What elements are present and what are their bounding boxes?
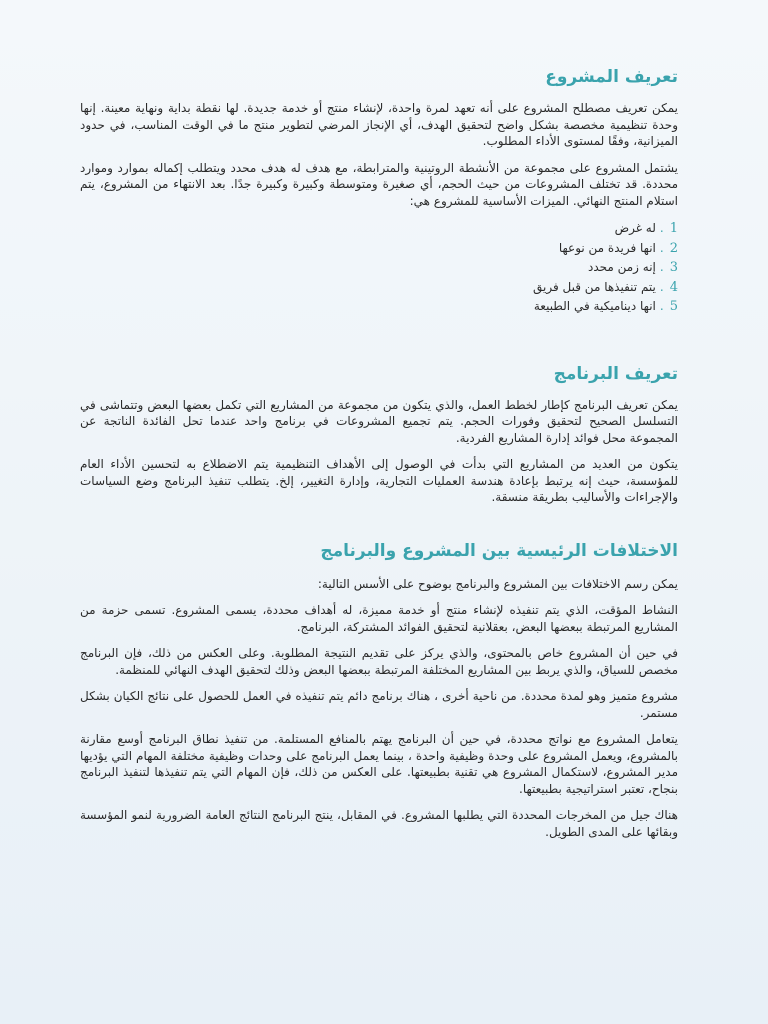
list-item-text: إنه زمن محدد — [587, 260, 656, 274]
section-program-definition — [80, 363, 678, 506]
list-number: 1 — [669, 221, 678, 236]
paragraph: يشتمل المشروع على مجموعة من الأنشطة الروتينية والمترابطة، مع هدف له هدف محدد ويتطلب إكماله بموارد وموارد محددة. قد تختلف المشروعات من حيث الحجم، أي صغيرة ومتوسطة وكبيرة وكبيرة جدًا. بعد الانتهاء من المشروع، يتم استلام المنتج النهائي. الميزات الأساسية للمشروع هي: — [80, 160, 678, 208]
paragraph: يتعامل المشروع مع نواتج محددة، في حين أن البرنامج يهتم بالمنافع المستلمة. من تنفيذ نطاق البرنامج أوسع مقارنة بالمشروع، ويعمل المشروع على وحدة وظيفية واحدة ، بينما يعمل البرنامج على وحدات وظيفية مختلفة المهام التي يؤديها مدير المشروع، لاستكمال المشروع هي تقنية بطبيعتها. على العكس من ذلك، فإن المهام التي يتم تنفيذها لتنفيذ البرنامج بنجاح، تعتبر استراتيجية بطبيعتها. — [80, 732, 678, 796]
list-item — [80, 239, 678, 259]
paragraph: في حين أن المشروع خاص بالمحتوى، والذي يركز على تقديم النتيجة المطلوبة. وعلى العكس من ذلك، فإن البرنامج مخصص للسياق، والذي يربط بين المشاريع المختلفة المرتبطة ببعضها البعض وذلك لتحقيق الهدف النهائي للمنظمة. — [80, 646, 678, 677]
list-number: 4 — [669, 279, 678, 295]
list-separator: . — [659, 221, 664, 235]
list-separator: . — [659, 299, 664, 313]
paragraph: يمكن تعريف مصطلح المشروع على أنه تعهد لمرة واحدة، لإنشاء منتج أو خدمة جديدة. لها نقطة بداية ونهاية معينة. إنها وحدة تنظيمية مخصصة بشكل واضح لتحقيق الهدف، أي الإنجاز المرضي لتطوير منتج ما في الوقت المناسب، في حدود الميزانية، وفقًا لمستوى الأداء المطلوب. — [80, 101, 678, 148]
list-item — [80, 297, 678, 317]
paragraph: النشاط المؤقت، الذي يتم تنفيذه لإنشاء منتج أو خدمة مميزة، له أهداف محددة، يسمى المشروع. تسمى حزمة من المشاريع المرتبطة ببعضها البعض، بعقلانية لتحقيق الفوائد المشتركة، البرنامج. — [80, 603, 678, 634]
list-separator: . — [659, 279, 664, 294]
section-title: الاختلافات الرئيسية بين المشروع والبرنامج — [320, 540, 678, 561]
list-item-text: له غرض — [614, 221, 656, 235]
list-number: 3 — [669, 260, 678, 275]
section-title: تعريف البرنامج — [553, 363, 678, 384]
list-separator: . — [659, 240, 664, 255]
list-item-text: يتم تنفيذها من قبل فريق — [533, 279, 656, 294]
list-item — [80, 258, 678, 278]
list-item — [80, 278, 678, 298]
list-item-text: انها ديناميكية في الطبيعة — [533, 299, 656, 313]
list-number: 5 — [669, 299, 678, 314]
paragraph: يمكن تعريف البرنامج كإطار لخطط العمل، والذي يتكون من مجموعة من المشاريع التي تكمل بعضها البعض وتتماشى في التسلسل الصحيح لتحقيق وفورات الحجم. يتم تجميع المشروعات في برنامج واحد عندما تحل الفائدة الناتجة عن المجموعة محل فوائد إدارة المشاريع الفردية. — [80, 397, 678, 445]
paragraph: مشروع متميز وهو لمدة محددة. من ناحية أخرى ، هناك برنامج دائم يتم تنفيذه في العمل للحصول على نتائج الكيان بشكل مستمر. — [80, 689, 678, 720]
features-list — [80, 219, 678, 317]
list-item-text: انها فريدة من نوعها — [558, 240, 656, 255]
paragraph: هناك جيل من المخرجات المحددة التي يطلبها المشروع. في المقابل، ينتج البرنامج النتائج العامة الضرورية لنمو المؤسسة وبقائها على المدى الطويل. — [80, 808, 678, 839]
paragraph: يمكن رسم الاختلافات بين المشروع والبرنامج بوضوح على الأسس التالية: — [317, 576, 678, 591]
section-key-differences — [80, 540, 678, 841]
section-title: تعريف المشروع — [545, 67, 678, 87]
paragraph: يتكون من العديد من المشاريع التي بدأت في الوصول إلى الأهداف التنظيمية يتم الاضطلاع به لتحسين الأداء العام للمؤسسة، حيث إنه يرتبط بإعادة هندسة العمليات التجارية، وإدارة التغيير، إلخ. يتطلب تنفيذ البرنامج وضع السياسات والإجراءات والأساليب بطريقة منسقة. — [80, 457, 678, 504]
section-project-definition — [80, 66, 678, 317]
list-separator: . — [659, 260, 664, 274]
list-item — [80, 219, 678, 239]
list-number: 2 — [669, 240, 678, 256]
